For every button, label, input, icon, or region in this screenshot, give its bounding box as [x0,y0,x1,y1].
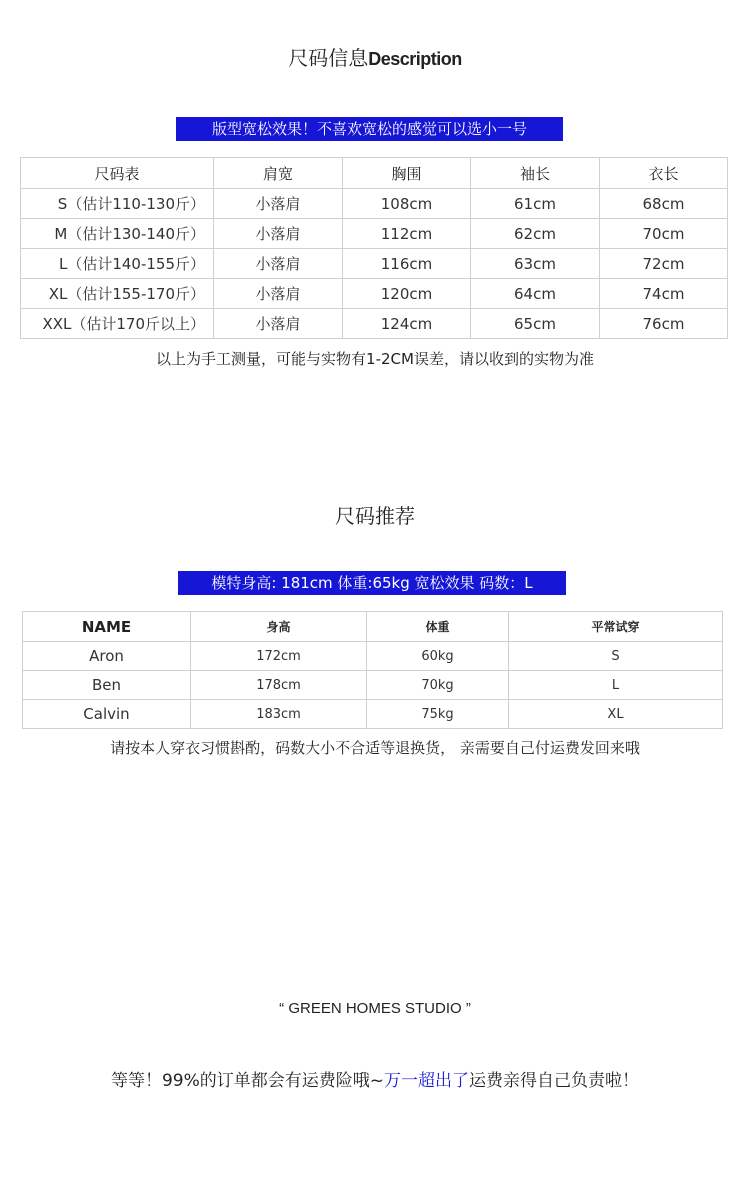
shoulder-cell: 小落肩 [214,279,343,309]
sleeve-cell: 61cm [471,189,600,219]
shoulder-cell: 小落肩 [214,249,343,279]
shipping-note-after: 运费亲得自己负责啦！ [469,1071,640,1091]
name-cell: Ben [23,671,191,700]
shipping-note-before: 等等！99%的订单都会有运费险哦~ [110,1071,385,1091]
height-cell: 172cm [191,642,367,671]
model-banner: 模特身高: 181cm 体重:65kg 宽松效果 码数：L [178,571,566,595]
chest-cell: 120cm [343,279,471,309]
shipping-note [0,1066,750,1091]
header-weight: 体重 [367,612,509,642]
header-chest: 胸围 [343,158,471,189]
length-cell: 68cm [600,189,728,219]
size-table [20,157,728,339]
header-name: NAME [23,612,191,642]
chest-cell: 108cm [343,189,471,219]
chest-cell: 124cm [343,309,471,339]
header-shoulder: 肩宽 [214,158,343,189]
name-cell: Aron [23,642,191,671]
section-title-description [0,42,750,71]
sleeve-cell: 63cm [471,249,600,279]
height-cell: 183cm [191,700,367,729]
header-sleeve: 袖长 [471,158,600,189]
usual-size-cell: XL [509,700,723,729]
size-table-header [21,158,728,189]
header-size: 尺码表 [21,158,214,189]
usual-size-cell: L [509,671,723,700]
recommend-table [22,611,723,729]
header-height: 身高 [191,612,367,642]
table-row [21,279,728,309]
title-en: Description [368,49,462,69]
fit-banner: 版型宽松效果！不喜欢宽松的感觉可以选小一号 [176,117,563,141]
size-cell: S（估计110-130斤） [21,189,214,219]
table-row [23,671,723,700]
table-row [23,700,723,729]
return-note: 请按本人穿衣习惯斟酌，码数大小不合适等退换货， 亲需要自己付运费发回来哦 [110,739,640,757]
height-cell: 178cm [191,671,367,700]
weight-cell: 60kg [367,642,509,671]
sleeve-cell: 64cm [471,279,600,309]
sleeve-cell: 65cm [471,309,600,339]
size-cell: XXL（估计170斤以上） [21,309,214,339]
length-cell: 76cm [600,309,728,339]
table-row [21,309,728,339]
size-cell: L（估计140-155斤） [21,249,214,279]
size-cell: XL（估计155-170斤） [21,279,214,309]
weight-cell: 70kg [367,671,509,700]
title-cn: 尺码信息 [288,46,369,70]
table-row [21,219,728,249]
size-cell: M（估计130-140斤） [21,219,214,249]
table-row [21,189,728,219]
chest-cell: 112cm [343,219,471,249]
sleeve-cell: 62cm [471,219,600,249]
length-cell: 70cm [600,219,728,249]
header-usual-size: 平常试穿 [509,612,723,642]
header-length: 衣长 [600,158,728,189]
table-row [21,249,728,279]
shoulder-cell: 小落肩 [214,189,343,219]
recommend-table-header [23,612,723,642]
usual-size-cell: S [509,642,723,671]
table-row [23,642,723,671]
name-cell: Calvin [23,700,191,729]
weight-cell: 75kg [367,700,509,729]
section-title-recommend: 尺码推荐 [335,504,415,528]
shoulder-cell: 小落肩 [214,309,343,339]
length-cell: 74cm [600,279,728,309]
measurement-note: 以上为手工测量，可能与实物有1-2CM误差，请以收到的实物为准 [156,350,594,368]
studio-name: “ GREEN HOMES STUDIO ” [279,1000,471,1017]
shoulder-cell: 小落肩 [214,219,343,249]
shipping-note-highlight: 万一超出了 [384,1071,470,1091]
chest-cell: 116cm [343,249,471,279]
length-cell: 72cm [600,249,728,279]
